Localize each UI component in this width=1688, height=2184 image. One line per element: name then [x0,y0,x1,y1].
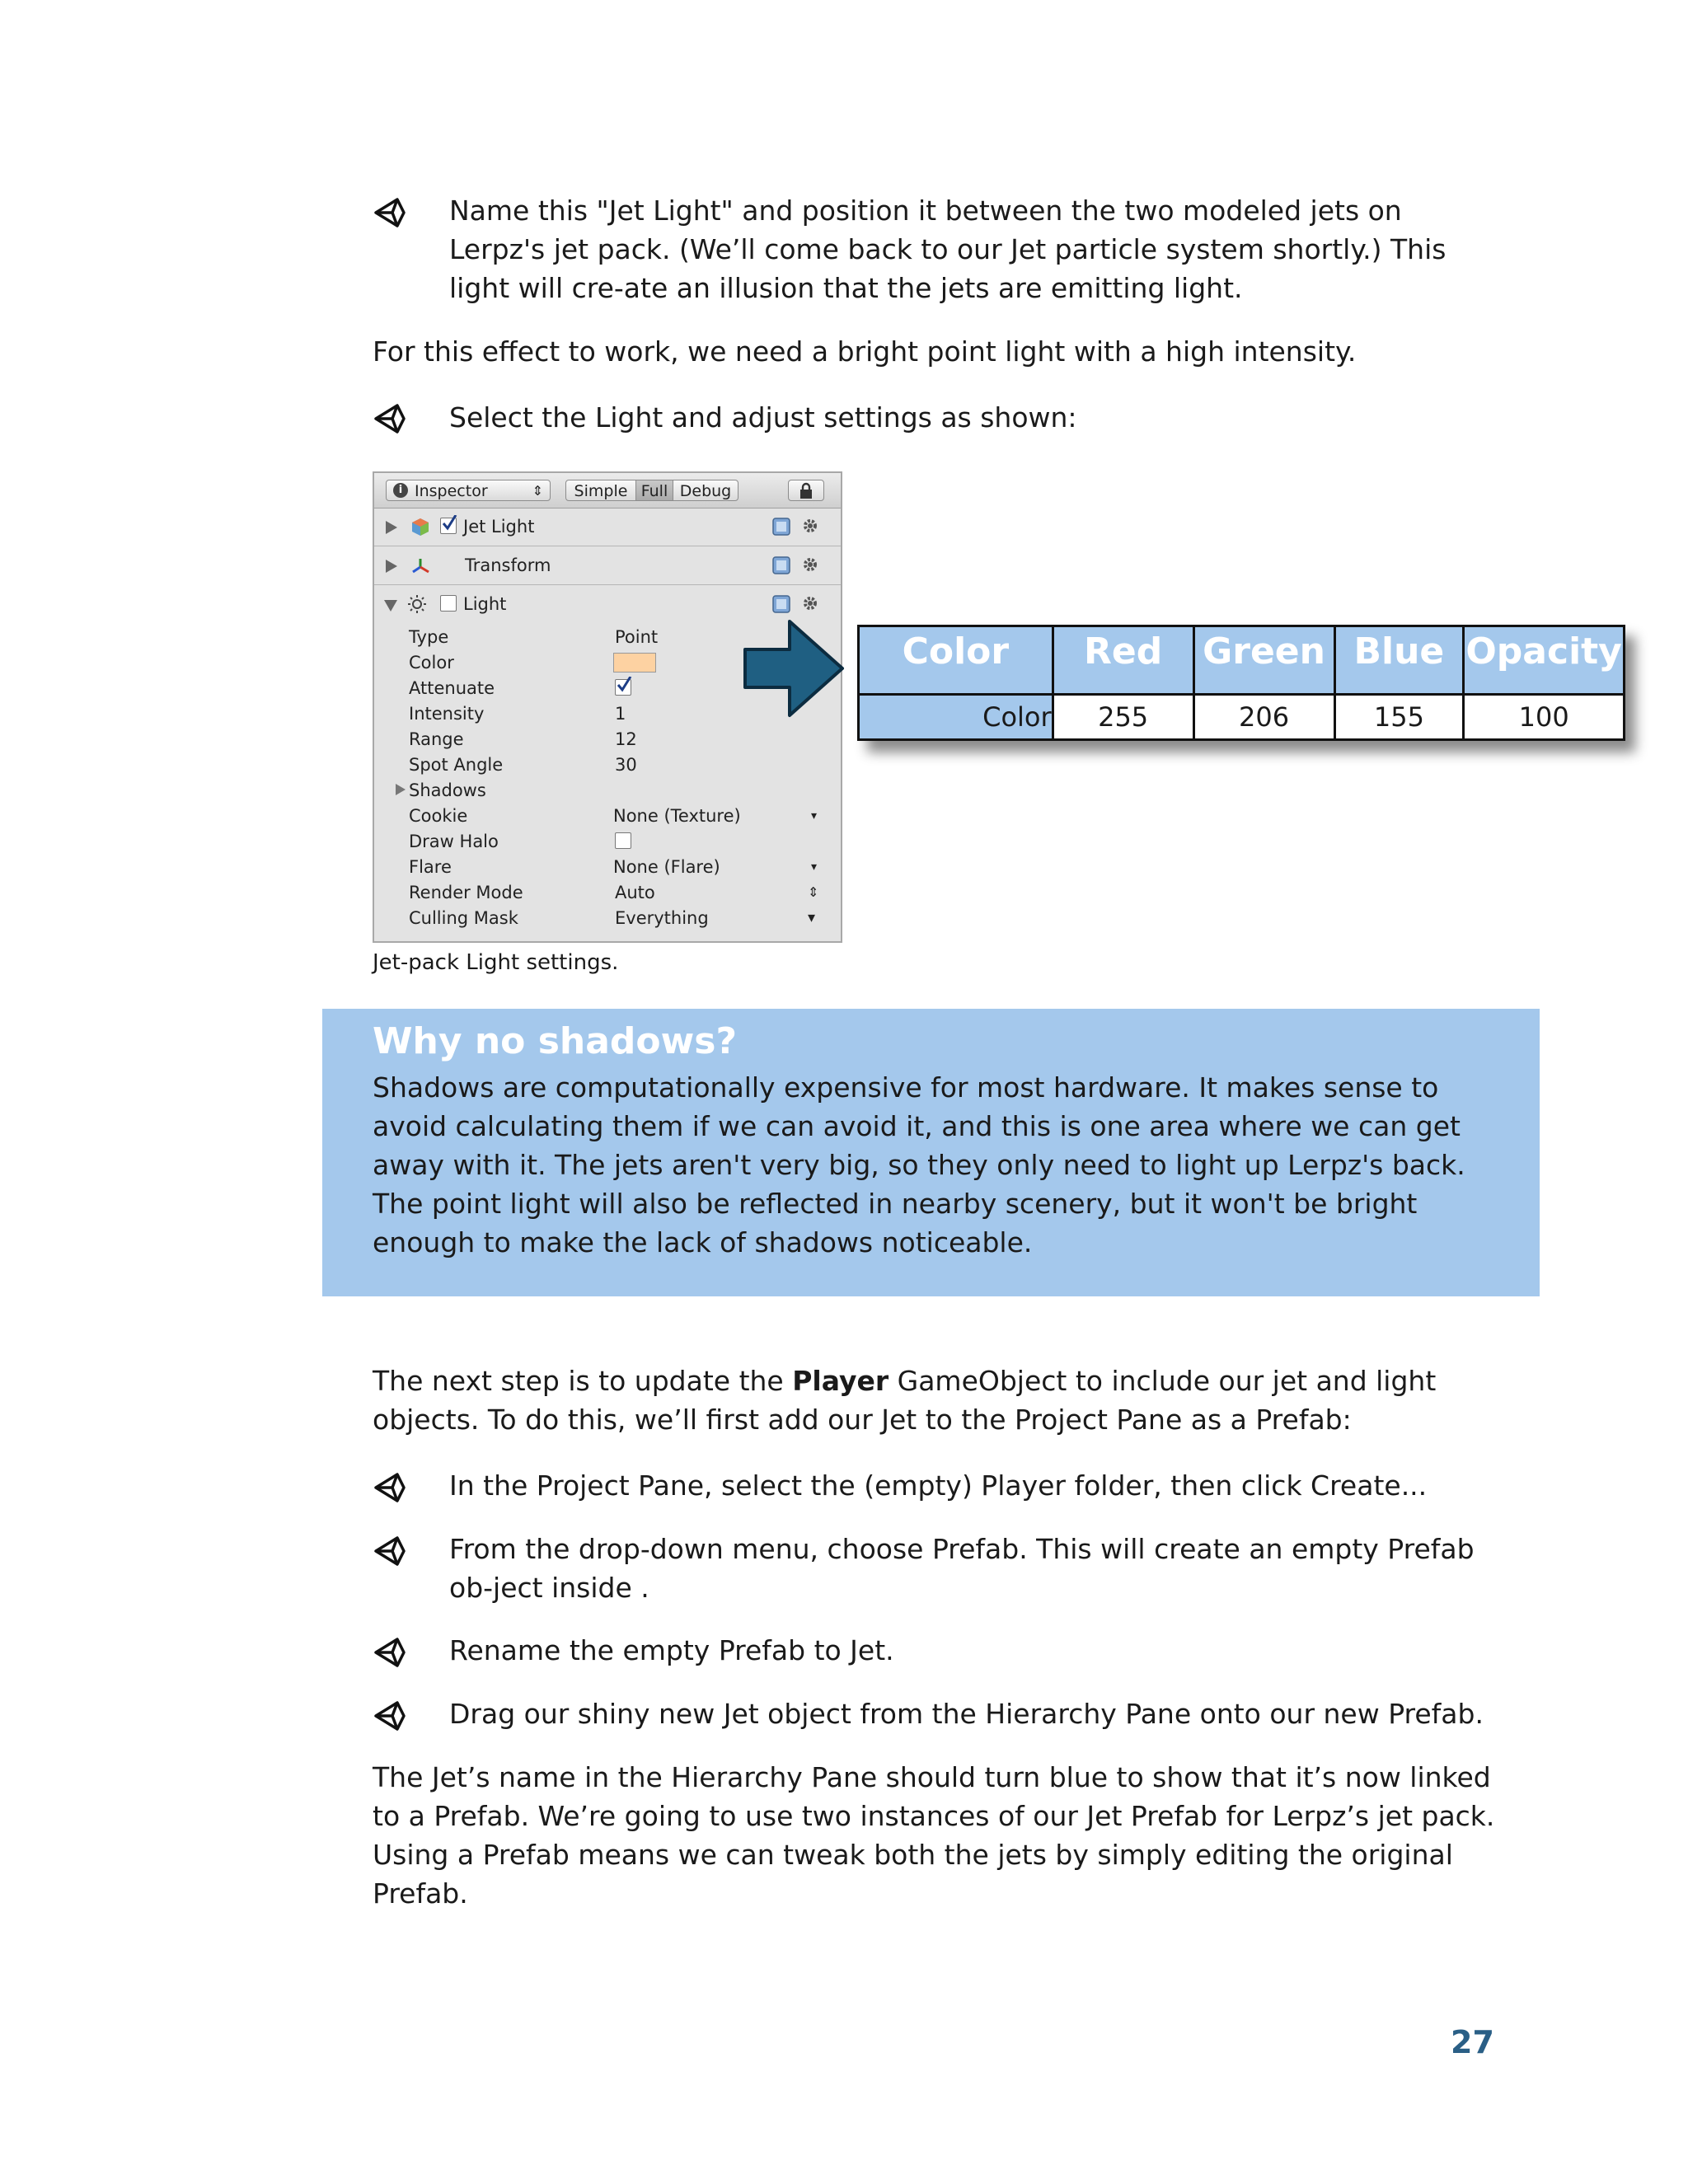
bullet-text: In the Project Pane, select the (empty) Player folder, then click Create... [449,1469,1428,1502]
collapse-arrow-icon[interactable] [384,600,397,612]
lock-button[interactable] [788,480,824,501]
paragraph-final: The Jet’s name in the Hierarchy Pane should turn blue to show that it’s now linked to a Prefab. We’re going to use two instances of our Jet Prefab for Lerpz’s jet pack. Using a Prefab means we can tweak both the jets by simply editing the original Prefab. [373,1761,1495,1910]
color-table [857,625,1625,741]
prop-label-render-mode: Render Mode [409,883,523,902]
cell-red: 255 [1053,695,1193,740]
prop-label-culling-mask: Culling Mask [409,908,518,928]
inspector-tab-label: Inspector [415,482,488,500]
sidebar-title: Why no shadows? [373,1020,738,1062]
sidebar-body: Shadows are computationally expensive for most hardware. It makes sense to avoid calculating them if we can avoid it, and this is one area where we can get away with it. The jets aren't very big, so they only need to light up Lerpz's back. The point light will also be reflected in nearby scenery, but it won't be bright enough to make the lack of shadows noticeable. [373,1071,1465,1258]
gear-icon[interactable] [801,517,821,537]
paragraph-text: The next step is to update the [373,1365,793,1397]
prop-label-shadows[interactable]: Shadows [409,780,486,800]
mode-simple-button[interactable]: Simple [565,480,636,501]
mode-full-button[interactable]: Full [635,480,673,501]
bullet-text: From the drop-down menu, choose Prefab. This will create an empty Prefab ob-ject inside . [449,1533,1475,1604]
prop-value-flare[interactable]: None (Flare) [613,857,720,877]
prop-value-type[interactable]: Point [615,627,659,647]
sun-icon [407,594,427,614]
paragraph-next-step [373,1361,1502,1439]
cube-icon [410,517,430,537]
unity-bullet-icon [373,1634,409,1671]
bullet-text: Name this "Jet Light" and position it between the two modeled jets on Lerpz's jet pack. (We’ll come back to our Jet particle system shortly.) This light will cre-ate an illusion that the jets are emitting light. [449,194,1447,304]
cell-blue: 155 [1334,695,1464,740]
unity-bullet-icon [373,401,409,437]
header-red: Red [1053,626,1193,695]
info-icon: i [393,483,408,498]
sidebar-box [322,1009,1540,1296]
light-enabled-checkbox[interactable] [440,595,457,612]
help-book-icon[interactable] [771,517,791,537]
draw-halo-checkbox[interactable] [615,832,631,849]
dropdown-arrow-icon[interactable]: ▾ [811,860,818,874]
header-blue: Blue [1334,626,1464,695]
prop-label-intensity: Intensity [409,704,485,724]
prop-label-range: Range [409,729,464,749]
color-swatch[interactable] [613,653,656,673]
prop-label-spot-angle: Spot Angle [409,755,504,775]
expand-arrow-icon[interactable] [386,560,397,573]
prop-value-spot-angle[interactable]: 30 [615,755,637,775]
gear-icon[interactable] [801,555,821,575]
bullet-text: Drag our shiny new Jet object from the Hierarchy Pane onto our new Prefab. [449,1698,1484,1730]
bullet-text: Rename the empty Prefab to Jet. [449,1634,894,1666]
page-number: 27 [1451,2024,1494,2060]
arrow-right-icon [742,615,849,722]
color-table-header [859,626,1625,695]
color-table-row [859,695,1625,740]
lock-icon [798,482,814,500]
unity-bullet-icon [373,1698,409,1734]
prop-label-cookie: Cookie [409,806,468,826]
active-checkbox[interactable] [440,518,457,534]
updown-icon: ⇕ [532,483,543,499]
attenuate-checkbox[interactable] [615,679,631,696]
paragraph-effect: For this effect to work, we need a bright point light with a high intensity. [373,335,1357,368]
prop-value-intensity[interactable]: 1 [615,704,626,724]
prop-label-flare: Flare [409,857,452,877]
gear-icon[interactable] [801,594,821,614]
updown-icon[interactable]: ⇕ [808,884,819,900]
object-name-label: Jet Light [463,517,535,537]
bullet-text: Select the Light and adjust settings as shown: [449,401,1077,434]
cell-color-label: Color [859,695,1053,740]
prop-value-render-mode[interactable]: Auto [615,883,655,902]
transform-axis-icon [410,555,430,575]
inspector-tab[interactable] [386,480,551,501]
help-book-icon[interactable] [771,594,791,614]
mode-debug-button[interactable]: Debug [673,480,738,501]
unity-bullet-icon [373,1533,409,1569]
prop-value-culling-mask[interactable]: Everything [615,908,709,928]
prop-label-type: Type [409,627,449,647]
paragraph-bold: Player [792,1365,889,1397]
prop-value-cookie[interactable]: None (Texture) [613,806,741,826]
header-color: Color [859,626,1053,695]
header-green: Green [1193,626,1334,695]
inspector-toolbar [374,473,841,509]
prop-label-draw-halo: Draw Halo [409,832,499,851]
light-label: Light [463,594,507,614]
object-header-row [374,508,841,546]
figure-caption: Jet-pack Light settings. [373,950,619,975]
dropdown-arrow-icon[interactable]: ▾ [811,809,818,823]
cell-green: 206 [1193,695,1334,740]
prop-label-color: Color [409,653,454,673]
prop-value-range[interactable]: 12 [615,729,637,749]
unity-bullet-icon [373,194,409,231]
shadows-expand-icon[interactable] [396,784,406,795]
cell-opacity: 100 [1464,695,1625,740]
unity-bullet-icon [373,1469,409,1506]
prop-label-attenuate: Attenuate [409,678,495,698]
help-book-icon[interactable] [771,555,791,575]
header-opacity: Opacity [1464,626,1625,695]
expand-arrow-icon[interactable] [386,521,397,534]
paragraph-text: GameObject to include our jet and light objects. To do this, we’ll first add our Jet to the Project Pane as a Prefab: [373,1365,1437,1436]
transform-label: Transform [465,555,551,575]
transform-row [374,546,841,585]
dropdown-arrow-icon[interactable]: ▾ [808,909,816,926]
